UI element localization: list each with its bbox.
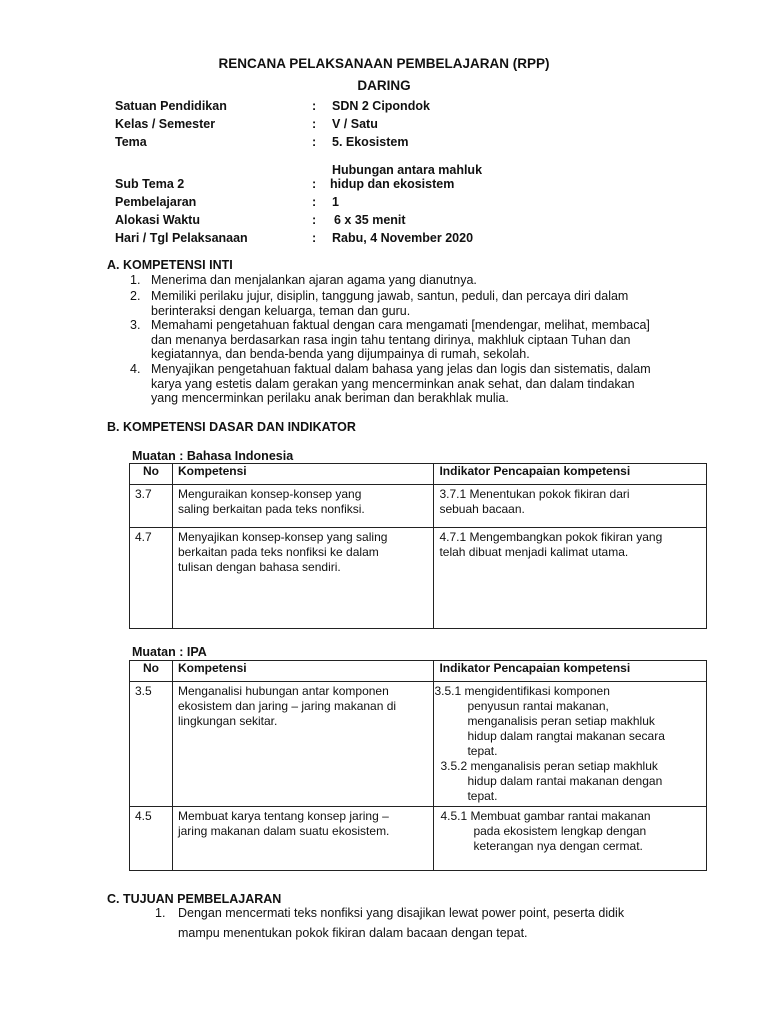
cell-line: saling berkaitan pada teks nonfiksi. xyxy=(177,502,365,516)
table-header-row xyxy=(130,661,707,682)
col-header-kompetensi: Kompetensi xyxy=(172,661,433,682)
identity-colon: : xyxy=(312,117,317,131)
cell-no: 4.5 xyxy=(130,807,173,871)
identity-colon: : xyxy=(312,231,317,245)
cell-line: 3.7.1 Menentukan pokok fikiran dari xyxy=(439,487,630,501)
list-number: 4. xyxy=(130,362,141,376)
cell-kompetensi xyxy=(172,528,434,629)
cell-line: hidup dalam rantai makanan dengan xyxy=(467,774,663,788)
identity-colon: : xyxy=(312,135,317,149)
identity-colon: : xyxy=(312,195,317,209)
list-item: Menyajikan pengetahuan faktual dalam bahasa yang jelas dan logis dan sistematis, dalam xyxy=(151,362,651,376)
col-header-no: No xyxy=(130,464,173,485)
cell-line: 3.5.1 mengidentifikasi komponen xyxy=(434,684,610,698)
cell-line: penyusun rantai makanan, xyxy=(467,699,609,713)
identity-value: Hubungan antara mahluk xyxy=(332,163,483,177)
identity-value: V / Satu xyxy=(332,117,378,131)
identity-value: Rabu, 4 November 2020 xyxy=(332,231,474,245)
cell-line: Membuat karya tentang konsep jaring – xyxy=(177,809,389,823)
section-a-heading: A. KOMPETENSI INTI xyxy=(107,258,233,272)
list-item: Memiliki perilaku jujur, disiplin, tanggung jawab, santun, peduli, dan percaya diri dalam xyxy=(151,289,629,303)
cell-line: keterangan nya dengan cermat. xyxy=(473,839,643,853)
list-item: Memahami pengetahuan faktual dengan cara mengamati [mendengar, melihat, membaca] xyxy=(151,318,650,332)
list-item: mampu menentukan pokok fikiran dalam bacaan dengan tepat. xyxy=(178,926,528,940)
table-row xyxy=(130,682,707,807)
list-number: 1. xyxy=(130,273,141,287)
table-ipa xyxy=(129,660,707,871)
identity-label: Satuan Pendidikan xyxy=(115,99,227,113)
cell-line: 4.5.1 Membuat gambar rantai makanan xyxy=(440,809,651,823)
list-number: 3. xyxy=(130,318,141,332)
identity-value: 5. Ekosistem xyxy=(332,135,409,149)
cell-kompetensi xyxy=(172,807,433,871)
table-header-row xyxy=(130,464,707,485)
cell-line: Menyajikan konsep-konsep yang saling xyxy=(177,530,388,544)
col-header-kompetensi: Kompetensi xyxy=(172,464,434,485)
col-header-no: No xyxy=(130,661,173,682)
cell-line: berkaitan pada teks nonfiksi ke dalam xyxy=(177,545,379,559)
cell-line: hidup dalam rangtai makanan secara xyxy=(467,729,665,743)
table-row xyxy=(130,528,707,629)
identity-colon: : xyxy=(312,99,317,113)
cell-line: 4.7.1 Mengembangkan pokok fikiran yang xyxy=(439,530,663,544)
list-item: karya yang estetis dalam gerakan yang mencerminkan anak sehat, dan dalam tindakan xyxy=(151,377,635,391)
cell-line: tulisan dengan bahasa sendiri. xyxy=(177,560,341,574)
cell-line: tepat. xyxy=(467,789,498,803)
table-row xyxy=(130,807,707,871)
identity-label: Pembelajaran xyxy=(115,195,197,209)
cell-line: ekosistem dan jaring – jaring makanan di xyxy=(177,699,397,713)
section-c-heading: C. TUJUAN PEMBELAJARAN xyxy=(107,892,282,906)
col-header-indikator: Indikator Pencapaian kompetensi xyxy=(434,464,707,485)
cell-line: sebuah bacaan. xyxy=(439,502,525,516)
list-item: yang mencerminkan perilaku anak beriman dan berakhlak mulia. xyxy=(151,391,509,405)
list-item: dan menanya berdasarkan rasa ingin tahu tentang dirinya, makhluk ciptaan Tuhan dan xyxy=(151,333,631,347)
section-b-heading: B. KOMPETENSI DASAR DAN INDIKATOR xyxy=(107,420,356,434)
cell-indikator xyxy=(434,485,707,528)
cell-indikator xyxy=(434,528,707,629)
list-item: Dengan mencermati teks nonfiksi yang disajikan lewat power point, peserta didik xyxy=(178,906,625,920)
identity-label: Tema xyxy=(115,135,147,149)
cell-line: Menganalisi hubungan antar komponen xyxy=(177,684,389,698)
cell-no: 3.7 xyxy=(130,485,173,528)
list-item: kegiatannya, dan benda-benda yang dijumpainya di rumah, sekolah. xyxy=(151,347,530,361)
identity-label: Kelas / Semester xyxy=(115,117,216,131)
cell-kompetensi xyxy=(172,682,433,807)
document-title: RENCANA PELAKSANAAN PEMBELAJARAN (RPP) xyxy=(218,56,550,71)
cell-line: telah dibuat menjadi kalimat utama. xyxy=(439,545,629,559)
muatan-label: Muatan : Bahasa Indonesia xyxy=(132,449,294,463)
identity-label: Sub Tema 2 xyxy=(115,177,185,191)
identity-label: Alokasi Waktu xyxy=(115,213,200,227)
identity-value: 1 xyxy=(332,195,339,209)
table-bahasa-indonesia xyxy=(129,463,707,629)
document-subtitle: DARING xyxy=(357,78,411,93)
table-row xyxy=(130,485,707,528)
cell-line: menganalisis peran setiap makhluk xyxy=(467,714,655,728)
cell-line: pada ekosistem lengkap dengan xyxy=(473,824,647,838)
list-number: 1. xyxy=(155,906,166,920)
cell-indikator xyxy=(434,682,707,807)
cell-kompetensi xyxy=(172,485,434,528)
cell-indikator xyxy=(434,807,707,871)
list-item: berinteraksi dengan keluarga, teman dan guru. xyxy=(151,304,411,318)
list-item: Menerima dan menjalankan ajaran agama yang dianutnya. xyxy=(151,273,477,287)
cell-no: 4.7 xyxy=(130,528,173,629)
list-number: 2. xyxy=(130,289,141,303)
identity-label: Hari / Tgl Pelaksanaan xyxy=(115,231,248,245)
col-header-indikator: Indikator Pencapaian kompetensi xyxy=(434,661,707,682)
muatan-label: Muatan : IPA xyxy=(132,645,207,659)
cell-no: 3.5 xyxy=(130,682,173,807)
cell-line: tepat. xyxy=(467,744,498,758)
identity-value: hidup dan ekosistem xyxy=(330,177,455,191)
cell-line: lingkungan sekitar. xyxy=(177,714,278,728)
identity-colon: : xyxy=(312,177,317,191)
identity-colon: : xyxy=(312,213,317,227)
cell-line: 3.5.2 menganalisis peran setiap makhluk xyxy=(440,759,658,773)
identity-value: SDN 2 Cipondok xyxy=(332,99,430,113)
identity-value: 6 x 35 menit xyxy=(334,213,406,227)
cell-line: jaring makanan dalam suatu ekosistem. xyxy=(177,824,390,838)
cell-line: Menguraikan konsep-konsep yang xyxy=(177,487,362,501)
